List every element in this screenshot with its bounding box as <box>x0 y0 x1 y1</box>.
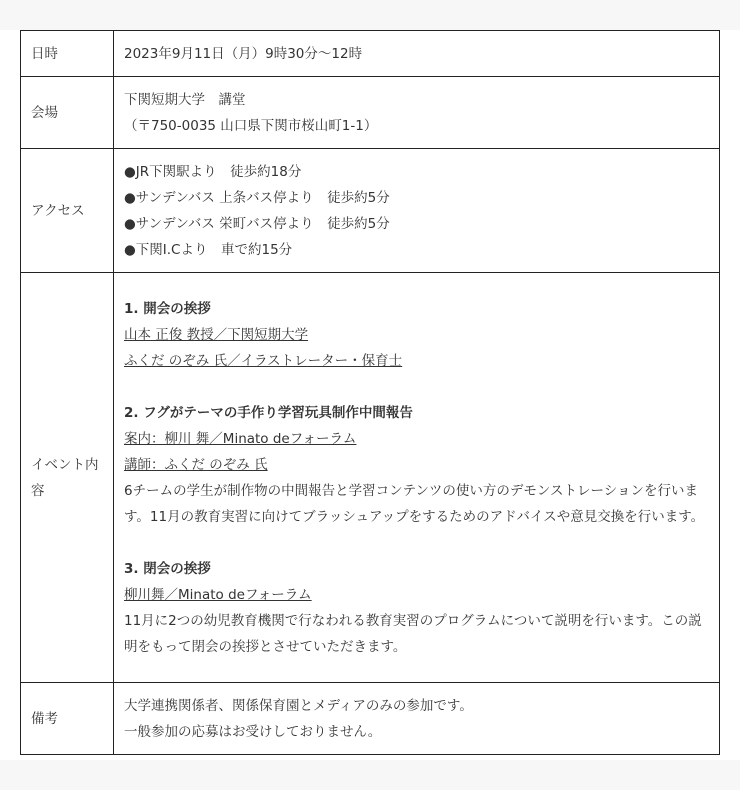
spacer <box>124 374 709 400</box>
row-label-venue: 会場 <box>21 77 114 149</box>
guide-link-yanagawa[interactable]: 案内：柳川 舞／Minato deフォーラム <box>124 430 357 447</box>
event-info-table <box>20 30 720 755</box>
venue-name: 下関短期大学 講堂 <box>124 91 246 108</box>
row-label-event <box>21 273 114 683</box>
closing-description: 11月に2つの幼児教育機関で行なわれる教育実習のプログラムについて説明を行います。この説明をもって閉会の挨拶とさせていただきます。 <box>124 612 702 655</box>
access-item: ●下関I.Cより 車で約15分 <box>124 241 293 258</box>
top-background-strip <box>0 0 740 30</box>
notes-line: 大学連携関係者、関係保育園とメディアのみの参加です。 <box>124 697 473 714</box>
row-value-event <box>114 273 720 683</box>
table-row-notes <box>21 683 720 755</box>
lecturer-link-fukuda[interactable]: 講師：ふくだ のぞみ 氏 <box>124 456 268 473</box>
section-heading-closing: 3. 閉会の挨拶 <box>124 560 211 577</box>
access-item: ●サンデンバス 上条バス停より 徒歩約5分 <box>124 189 390 206</box>
row-value-venue <box>114 77 720 149</box>
table-row-event <box>21 273 720 683</box>
spacer <box>124 530 709 556</box>
table-row-venue <box>21 77 720 149</box>
row-label-notes: 備考 <box>21 683 114 755</box>
table-row-access <box>21 149 720 273</box>
row-value-date <box>114 31 720 77</box>
date-text: 2023年9月11日（月）9時30分〜12時 <box>124 45 363 62</box>
row-value-access <box>114 149 720 273</box>
bottom-background-strip <box>0 760 740 790</box>
notes-line: 一般参加の応募はお受けしておりません。 <box>124 723 382 740</box>
row-label-access: アクセス <box>21 149 114 273</box>
venue-address: （〒750-0035 山口県下関市桜山町1-1） <box>124 117 378 134</box>
access-item: ●サンデンバス 栄町バス停より 徒歩約5分 <box>124 215 390 232</box>
speaker-link-yamamoto[interactable]: 山本 正俊 教授／下関短期大学 <box>124 326 309 343</box>
event-label-text: イベント内容 <box>31 456 99 499</box>
speaker-link-yanagawa[interactable]: 柳川舞／Minato deフォーラム <box>124 586 312 603</box>
row-value-notes <box>114 683 720 755</box>
row-label-date: 日時 <box>21 31 114 77</box>
access-item: ●JR下関駅より 徒歩約18分 <box>124 163 302 180</box>
section-heading-report: 2. フグがテーマの手作り学習玩具制作中間報告 <box>124 404 413 421</box>
speaker-link-fukuda[interactable]: ふくだ のぞみ 氏／イラストレーター・保育士 <box>124 352 403 369</box>
section-heading-opening: 1. 開会の挨拶 <box>124 300 211 317</box>
report-description: 6チームの学生が制作物の中間報告と学習コンテンツの使い方のデモンストレーションを行います。11月の教育実習に向けてブラッシュアップをするためのアドバイスや意見交換を行います。 <box>124 482 705 525</box>
table-row-date <box>21 31 720 77</box>
